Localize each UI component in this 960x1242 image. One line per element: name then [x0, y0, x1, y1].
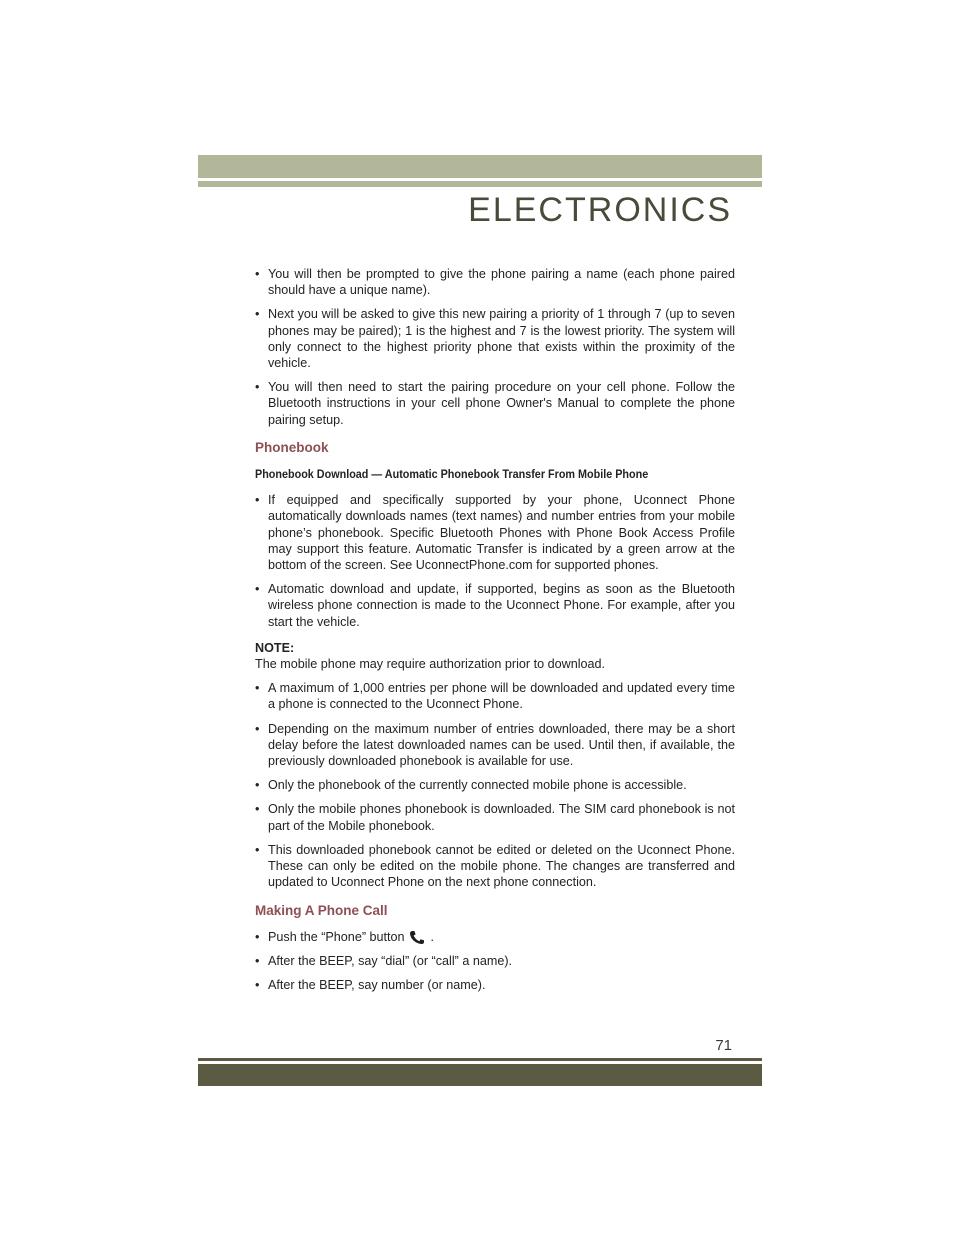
list-item: • This downloaded phonebook cannot be edited or deleted on the Uconnect Phone. These can only be edited on the mobile phone. The changes are transferred and updated to Uconnect Phone on the next phone connection. — [255, 842, 735, 890]
note-label: NOTE: — [255, 640, 295, 655]
list-item: • After the BEEP, say number (or name). — [255, 978, 486, 993]
footer-band — [198, 1064, 762, 1086]
list-item: • After the BEEP, say “dial” (or “call” a name). — [255, 953, 513, 968]
list-item: • You will then be prompted to give the phone pairing a name (each phone paired should have a unique name). — [255, 267, 735, 298]
phonebook-heading: Phonebook — [255, 439, 329, 455]
list-item: • A maximum of 1,000 entries per phone will be downloaded and updated every time a phone is connected to the Uconnect Phone. — [255, 681, 735, 712]
page-number: 71 — [715, 1037, 732, 1054]
section-title: ELECTRONICS — [468, 191, 732, 229]
footer-rule — [198, 1058, 762, 1061]
phonebook-subheading: Phonebook Download — Automatic Phonebook Transfer From Mobile Phone — [255, 467, 649, 482]
list-item: • Push the “Phone” button . — [255, 929, 435, 944]
header-rule — [198, 181, 762, 187]
list-item: • You will then need to start the pairing procedure on your cell phone. Follow the Bluetooth instructions in your cell phone Owner's Manual to complete the phone pairing setup. — [255, 380, 735, 427]
note-text: The mobile phone may require authorization prior to download. — [255, 657, 606, 672]
list-item: • Only the mobile phones phonebook is downloaded. The SIM card phonebook is not part of the Mobile phonebook. — [255, 802, 735, 833]
header-band — [198, 155, 762, 178]
list-item: • Only the phonebook of the currently connected mobile phone is accessible. — [255, 778, 687, 793]
list-item: • Next you will be asked to give this new pairing a priority of 1 through 7 (up to seven phones may be paired); 1 is the highest and 7 is the lowest priority. The system will only connect to the highest priority phone that exists within the proximity of the vehicle. — [255, 307, 735, 371]
list-item: • If equipped and specifically supported by your phone, Uconnect Phone automatically downloads names (text names) and number entries from your mobile phone’s phonebook. Specific Bluetooth Phones with Phone Book Access Profile may support this feature. Automatic Transfer is indicated by a green arrow at the bottom of the screen. See UconnectPhone.com for supported phones. — [255, 493, 735, 573]
phone-icon — [408, 930, 428, 944]
list-item: • Automatic download and update, if supported, begins as soon as the Bluetooth wireless phone connection is made to the Uconnect Phone. For example, after you start the vehicle. — [255, 582, 735, 629]
list-item: • Depending on the maximum number of entries downloaded, there may be a short delay before the latest downloaded names can be used. Until then, if available, the previously downloaded phonebook is available for use. — [255, 721, 735, 769]
making-call-heading: Making A Phone Call — [255, 902, 388, 918]
page-content — [255, 266, 735, 1001]
